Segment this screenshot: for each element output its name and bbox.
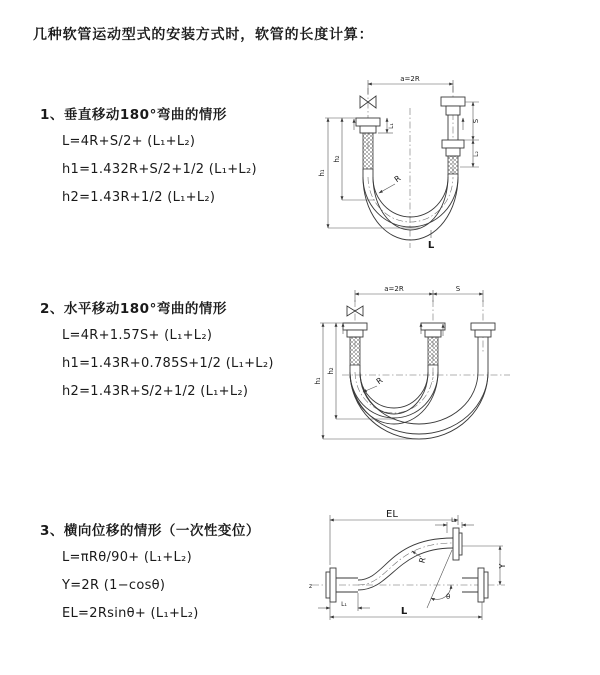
section2-formula-h1: h1=1.43R+0.785S+1/2 (L₁+L₂) [62, 356, 274, 371]
dim-label-theta: θ [446, 593, 451, 601]
left-pipe-fitting [356, 118, 380, 177]
diagram-vertical-180-bend [303, 72, 595, 257]
upper-right-flange [453, 528, 462, 560]
section2-formula-L: L=4R+1.57S+ (L₁+L₂) [62, 328, 213, 343]
section-2 [40, 297, 274, 412]
centerlines [342, 300, 510, 413]
dim-label-r: R [374, 375, 385, 387]
dim-label-l: L [400, 606, 408, 617]
dim-label-el: EL [386, 509, 398, 520]
section3-formula-Y: Y=2R (1−cosθ) [62, 578, 166, 593]
braided-hose-section [350, 337, 360, 365]
section1-heading: 1、垂直移动180°弯曲的情形 [40, 107, 227, 123]
section-1 [40, 103, 257, 218]
dim-label-h2: h₂ [333, 155, 341, 163]
diagram-horizontal-180-bend [300, 282, 598, 450]
hose-u-bend [363, 177, 458, 240]
centerlines [368, 86, 453, 248]
middle-pipe-fitting [421, 323, 445, 372]
dim-label-l1: L₁ [341, 601, 347, 608]
dim-label-r: R [417, 556, 428, 565]
dim-label-l2: L₂ [451, 517, 457, 524]
dim-label-l1: L₁ [388, 123, 395, 129]
braided-hose-section [363, 133, 373, 169]
dim-label-r: R [392, 173, 403, 185]
hose-s-curve [358, 538, 453, 590]
dim-label-h1: h₁ [318, 169, 326, 177]
hose-u-bends [350, 372, 488, 439]
section3-formula-L: L=πRθ/90+ (L₁+L₂) [62, 550, 192, 565]
dim-label-s: S [455, 285, 461, 293]
dim-label-h2: h₂ [327, 367, 335, 375]
section3-heading: 3、横向位移的情形（一次性变位） [40, 523, 260, 539]
section3-formula-EL: EL=2Rsinθ+ (L₁+L₂) [62, 606, 199, 621]
left-pipe-fitting [343, 323, 367, 372]
braided-hose-section [428, 337, 438, 365]
angle-construction [427, 550, 452, 608]
dim-label-a2r: a=2R [384, 285, 404, 293]
dim-label-h1: h₁ [314, 377, 322, 385]
dimensions [314, 285, 483, 439]
dimensions [318, 509, 507, 620]
section1-formula-h1: h1=1.432R+S/2+1/2 (L₁+L₂) [62, 162, 257, 177]
braided-hose-section [448, 156, 458, 174]
dim-label-a2r: a=2R [400, 75, 420, 83]
section2-heading: 2、水平移动180°弯曲的情形 [40, 301, 227, 317]
page-title: 几种软管运动型式的安装方式时，软管的长度计算： [33, 27, 374, 43]
dim-label-l: L [427, 240, 435, 251]
section1-formula-h2: h2=1.43R+1/2 (L₁+L₂) [62, 190, 216, 205]
diagram-lateral-displacement [300, 505, 600, 650]
section-3 [40, 519, 260, 634]
dim-label-l2: L₂ [473, 151, 480, 157]
dim-label-y: Y [498, 563, 507, 569]
centerline-z-mark: z [309, 583, 313, 590]
section2-formula-h2: h2=1.43R+S/2+1/2 (L₁+L₂) [62, 384, 249, 399]
section1-formula-L: L=4R+S/2+ (L₁+L₂) [62, 134, 196, 149]
dim-label-s: S [472, 118, 480, 124]
centerlines [312, 543, 505, 585]
